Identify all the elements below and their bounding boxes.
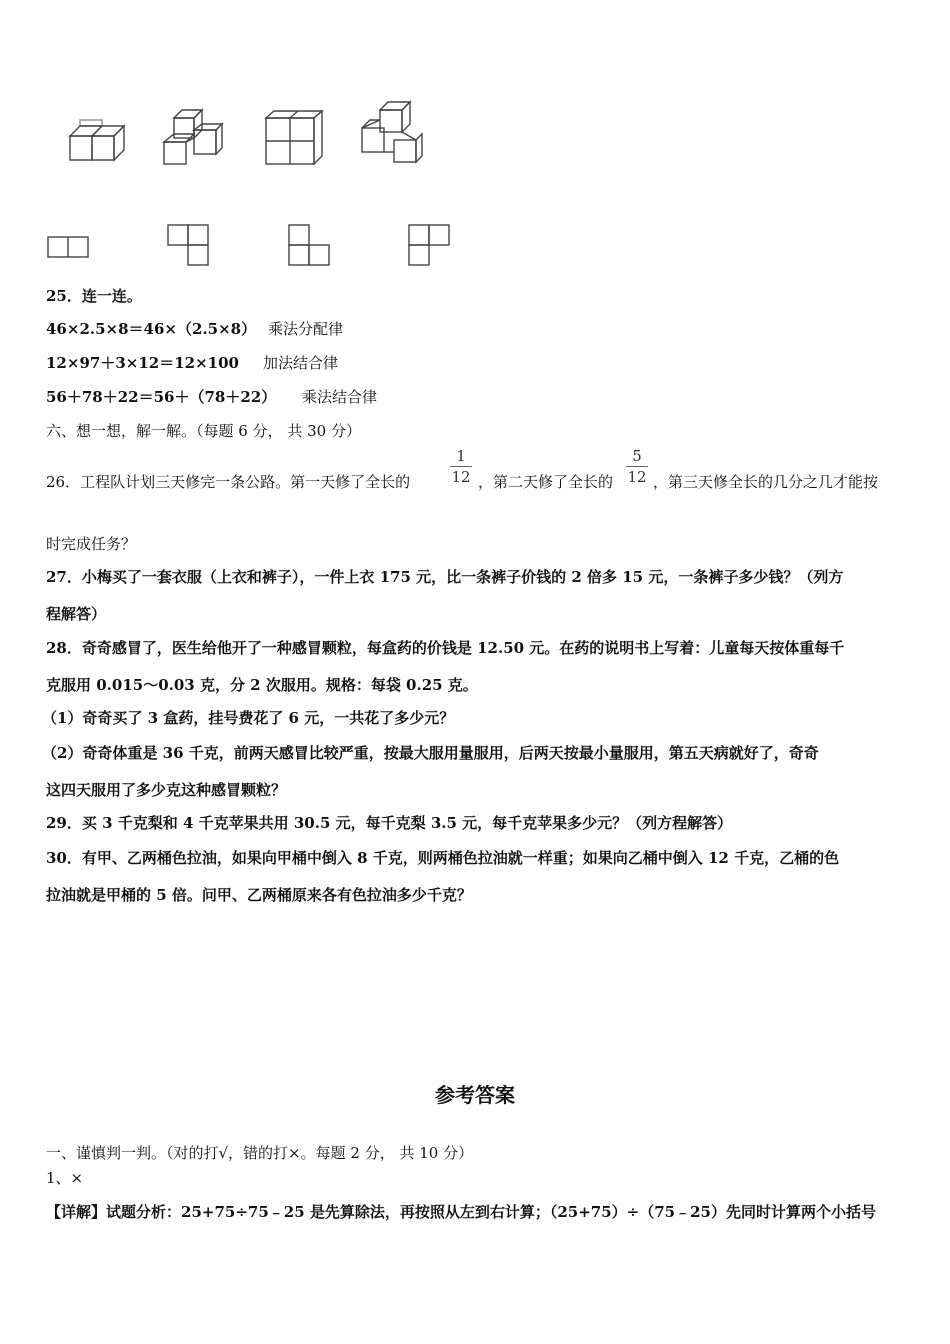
cube-figure-3 [262,108,324,168]
answer-1: 1、× [46,1169,84,1187]
q26-frac2-numerator: 5 [632,447,642,465]
q29-text: 29．买 3 千克梨和 4 千克苹果共用 30.5 元，每千克梨 3.5 元，每千克苹果多少元？（列方程解答） [46,814,733,832]
q25-law-1: 乘法分配律 [268,320,344,338]
q26-fraction-1 [450,448,472,485]
answers-title: 参考答案 [435,1083,515,1107]
q25-expr-2: 12×97＋3×12＝12×100 [46,354,239,372]
q25-law-3: 乘法结合律 [302,388,378,406]
q27-line1: 27．小梅买了一套衣服（上衣和裤子），一件上衣 175 元，比一条裤子价钱的 2 倍多 15 元，一条裤子多少钱？（列方 [46,568,844,586]
cube-figure-1 [66,118,126,166]
view-figure-4 [406,222,452,270]
q26-frac1-denominator: 12 [451,468,471,486]
q25-law-2: 加法结合律 [263,354,339,372]
q26-part2: ，第二天修了全长的 [478,473,614,491]
view-figure-1 [46,234,92,260]
q26-frac2-bar [626,466,648,467]
view-figure-2 [165,222,211,270]
q25-expr-3: 56＋78＋22＝56＋（78＋22） [46,388,277,406]
q30-line2: 拉油就是甲桶的 5 倍。问甲、乙两桶原来各有色拉油多少千克？ [46,886,472,904]
q28-line1: 28．奇奇感冒了，医生给他开了一种感冒颗粒，每盒药的价钱是 12.50 元。在药的说明书上写着：儿童每天按体重每千 [46,639,845,657]
q30-line1: 30．有甲、乙两桶色拉油，如果向甲桶中倒入 8 千克，则两桶色拉油就一样重；如果向乙桶中倒入 12 千克，乙桶的色 [46,849,840,867]
cube-figure-2 [160,104,226,168]
q26-frac2-denominator: 12 [627,468,647,486]
q25-expr-1: 46×2.5×8＝46×（2.5×8） [46,320,257,338]
q26-frac1-numerator: 1 [456,447,466,465]
q28-sub2-line2: 这四天服用了多少克这种感冒颗粒？ [46,781,287,799]
q27-line2: 程解答） [46,605,107,623]
answer-1-detail: 【详解】试题分析：25+75÷75﹣25 是先算除法，再按照从左到右计算；（25+75）÷（75﹣25）先同时计算两个小括号 [46,1203,876,1221]
q26-part3: ，第三天修全长的几分之几才能按 [653,473,879,491]
q26-part1: 26．工程队计划三天修完一条公路。第一天修了全长的 [46,473,411,491]
q26-frac1-bar [450,466,472,467]
section-6-heading: 六、想一想，解一解。（每题 6 分， 共 30 分） [46,422,361,440]
answers-section-1: 一、谨慎判一判。（对的打√，错的打×。每题 2 分， 共 10 分） [46,1144,474,1162]
q25-title: 25．连一连。 [46,287,142,305]
q26-line2: 时完成任务？ [46,535,137,553]
q28-sub1: （1）奇奇买了 3 盒药，挂号费花了 6 元，一共花了多少元？ [42,709,455,727]
cube-figure-4 [356,98,426,166]
view-figure-3 [286,222,332,270]
q28-line2: 克服用 0.015～0.03 克，分 2 次服用。规格：每袋 0.25 克。 [46,676,478,694]
q28-sub2-line1: （2）奇奇体重是 36 千克，前两天感冒比较严重，按最大服用量服用，后两天按最小量服用，第五天病就好了，奇奇 [42,744,819,762]
q26-fraction-2 [626,448,648,485]
